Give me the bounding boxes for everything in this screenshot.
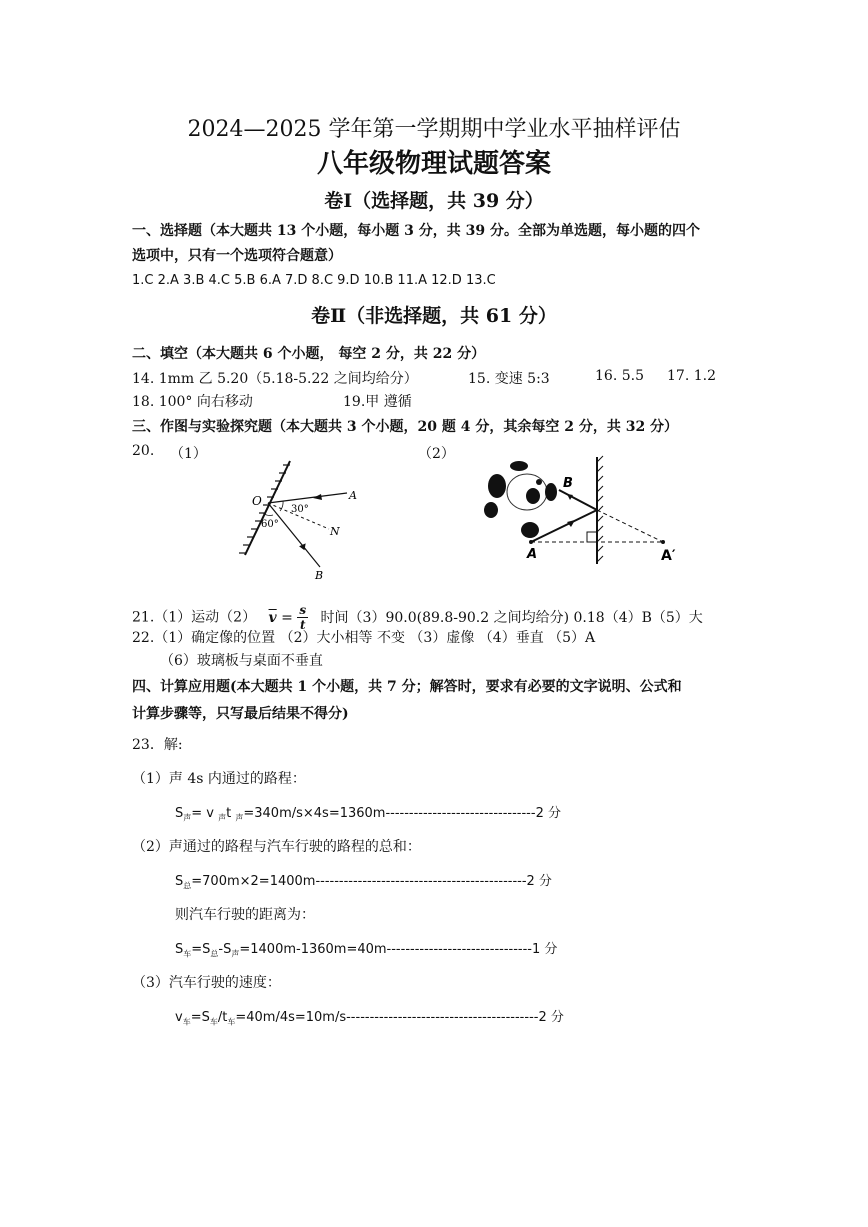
q21-part-a: 21.（1）运动（2） [132, 609, 257, 626]
velocity-formula [268, 603, 313, 632]
answer-q18: 18. 100° 向右移动 [132, 394, 253, 410]
formula-eq: = [281, 609, 293, 626]
section3-heading: 三、作图与实验探究题（本大题共 3 个小题，20 题 4 分，其余每空 2 分，共 32 分） [132, 419, 679, 435]
q21-part-b: 时间（3）90.0(89.8-90.2 之间均给分) 0.18（4）B（5）大 [320, 609, 703, 626]
answer-q15: 15. 变速 5:3 [468, 371, 550, 387]
reflected-arrow [299, 542, 306, 550]
section2-heading: 二、填空（本大题共 6 个小题， 每空 2 分，共 22 分） [132, 346, 486, 362]
answer-q16: 16. 5.5 [595, 368, 644, 384]
answer-q17: 17. 1.2 [667, 368, 716, 384]
exam-title: 2024—2025 学年第一学期期中学业水平抽样评估 [187, 117, 681, 142]
section4-heading-a: 四、计算应用题(本大题共 1 个小题，共 7 分；解答时，要求有必要的文字说明、公式和 [132, 679, 682, 695]
answer-q19: 19.甲 遵循 [343, 394, 412, 410]
label-N: N [330, 525, 340, 538]
q20-label: 20. [132, 443, 155, 459]
part-one-title: 卷Ⅰ（选择题，共 39 分） [324, 190, 544, 212]
answer-q14: 14. 1mm 乙 5.20（5.18-5.22 之间均给分） [132, 371, 418, 387]
step2-equation-2: $S_车=S_总-S_声=1400m-1360m=40m-------------------------------1$ 分 [175, 942, 558, 959]
extension-dashed [597, 510, 663, 542]
reflection-diagram-1 [225, 455, 375, 585]
label-B-2: B [563, 476, 573, 491]
incident-ray [268, 493, 347, 503]
formula-v: $\overline{v}$ [268, 609, 277, 626]
q20-part2-label: （2） [418, 446, 455, 462]
answer-q22-b: （6）玻璃板与桌面不垂直 [160, 653, 323, 669]
point-A [529, 540, 533, 544]
step3-title: （3）汽车行驶的速度： [132, 975, 281, 991]
formula-den: t [299, 618, 306, 632]
step2-note: 则汽车行驶的距离为： [175, 907, 315, 923]
right-angle-mark [587, 532, 597, 542]
choice-answers: 1.C 2.A 3.B 4.C 5.B 6.A 7.D 8.C 9.D 10.B 11.A 12.D 13.C [132, 273, 496, 288]
part-two-title: 卷Ⅱ（非选择题，共 61 分） [311, 305, 557, 327]
angle-arc-30 [280, 501, 283, 511]
angle-60-label: 60° [261, 519, 279, 530]
mirror-image-diagram-2 [475, 452, 695, 567]
step1-title: （1）声 4s 内通过的路程： [132, 771, 306, 787]
mirror-line [245, 461, 290, 555]
panda-illustration [484, 461, 557, 538]
label-A: A [349, 489, 357, 502]
step2-equation: $S_总=700m\times 2=1400m---------------------------------------------2$ 分 [175, 874, 552, 891]
angle-30-label: 30° [291, 504, 309, 515]
point-A-image [661, 540, 665, 544]
answer-q22-a: 22.（1）确定像的位置 （2）大小相等 不变 （3）虚像 （4）垂直 （5）A [132, 630, 596, 646]
formula-num: s [299, 603, 307, 617]
step1-equation: $S_声= v$ $_声$t $_声$=340m/s×4s=1360m--------------------------------2 分 [175, 806, 561, 823]
q23-label: 23．解: [132, 737, 183, 753]
step3-equation: $v_车=S_车/t_车=40m/4s=10m/s-----------------------------------------2$ 分 [175, 1010, 564, 1027]
label-A-2: A [527, 547, 538, 562]
answer-title: 八年级物理试题答案 [316, 149, 551, 179]
label-B: B [315, 569, 324, 582]
label-A-prime: A′ [661, 548, 676, 564]
section1-heading-a: 一、选择题（本大题共 13 个小题，每小题 3 分，共 39 分。全部为单选题，每小题的四个 [132, 223, 700, 239]
step2-title: （2）声通过的路程与汽车行驶的路程的总和： [132, 839, 421, 855]
incident-arrow-2 [567, 520, 575, 527]
q20-part1-label: （1） [170, 446, 207, 462]
section1-heading-b: 选项中，只有一个选项符合题意） [132, 248, 342, 264]
section4-heading-b: 计算步骤等，只写最后结果不得分) [132, 706, 349, 722]
label-O: O [252, 494, 262, 508]
